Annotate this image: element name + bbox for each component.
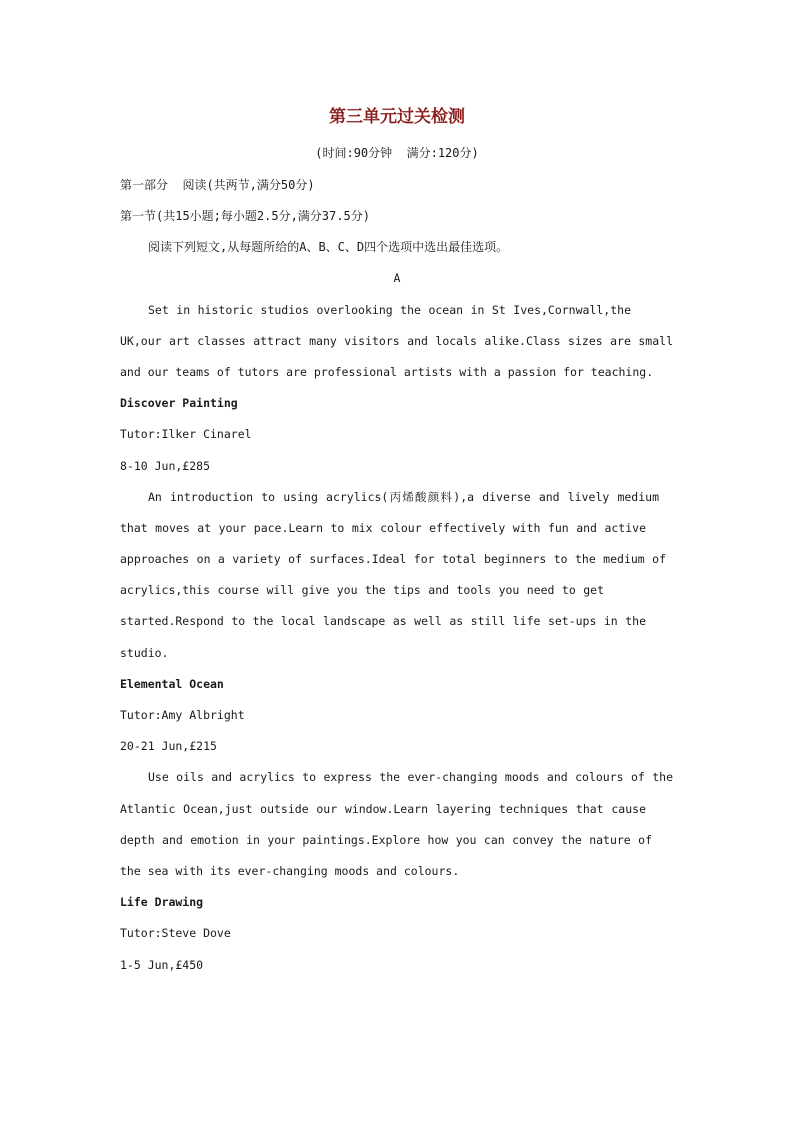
section-heading: 第一节(共15小题;每小题2.5分,满分37.5分) <box>120 209 370 223</box>
course-name: Life Drawing <box>120 895 204 909</box>
course-description-line: approaches on a variety of surfaces.Ideal for total beginners to the medium of <box>120 552 666 566</box>
passage-label: A <box>393 271 401 285</box>
part-heading: 第一部分 阅读(共两节,满分50分) <box>120 178 315 192</box>
course-description-line: that moves at your pace.Learn to mix colour effectively with fun and active <box>120 521 646 535</box>
course-tutor: Tutor:Amy Albright <box>120 708 245 722</box>
course-name: Discover Painting <box>120 396 238 410</box>
course-description-line: started.Respond to the local landscape as well as still life set-ups in the <box>120 614 646 628</box>
instruction-text: 阅读下列短文,从每题所给的A、B、C、D四个选项中选出最佳选项。 <box>148 240 509 254</box>
course-date-price: 8-10 Jun,£285 <box>120 459 211 473</box>
course-name: Elemental Ocean <box>120 677 224 691</box>
exam-time-and-score: (时间:90分钟 满分:120分) <box>315 146 479 160</box>
course-description-line: Use oils and acrylics to express the ever-changing moods and colours of the <box>148 770 673 784</box>
course-tutor: Tutor:Ilker Cinarel <box>120 427 252 441</box>
course-description-line: studio. <box>120 646 169 660</box>
course-description-line: An introduction to using acrylics(丙烯酸颜料),a diverse and lively medium <box>148 490 659 504</box>
course-description-line: acrylics,this course will give you the tips and tools you need to get <box>120 583 604 597</box>
course-description-line: depth and emotion in your paintings.Explore how you can convey the nature of <box>120 833 652 847</box>
course-tutor: Tutor:Steve Dove <box>120 926 231 940</box>
page-title: 第三单元过关检测 <box>329 107 465 127</box>
intro-line: and our teams of tutors are professional artists with a passion for teaching. <box>120 365 654 379</box>
course-date-price: 20-21 Jun,£215 <box>120 739 217 753</box>
course-date-price: 1-5 Jun,£450 <box>120 958 204 972</box>
course-description-line: Atlantic Ocean,just outside our window.Learn layering techniques that cause <box>120 802 646 816</box>
intro-line: UK,our art classes attract many visitors and locals alike.Class sizes are small <box>120 334 673 348</box>
intro-line: Set in historic studios overlooking the ocean in St Ives,Cornwall,the <box>148 303 631 317</box>
course-description-line: the sea with its ever-changing moods and colours. <box>120 864 460 878</box>
